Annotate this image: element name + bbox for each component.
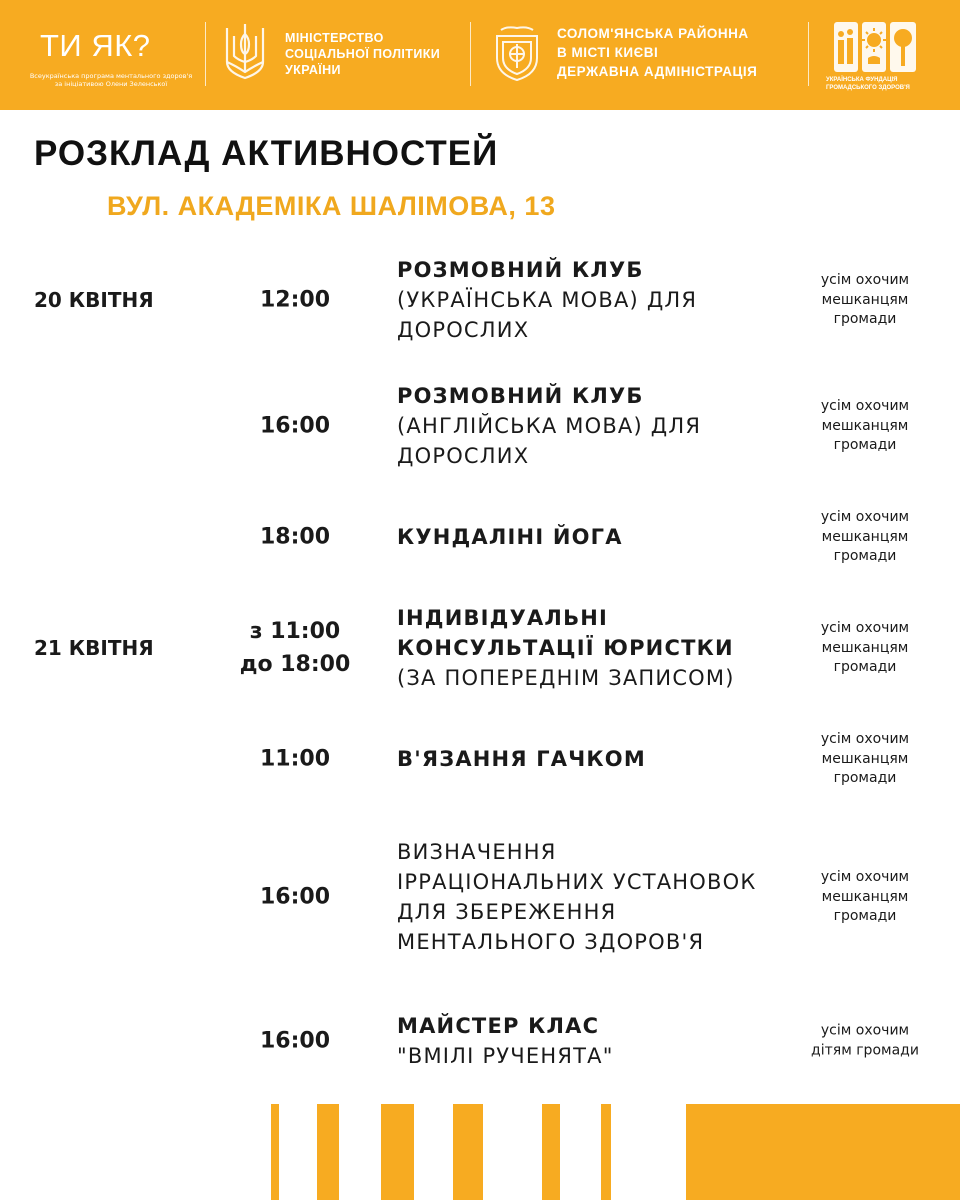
activity-title-line: ВИЗНАЧЕННЯ	[397, 840, 557, 864]
audience-line: мешканцям	[821, 417, 909, 434]
foundation-logo-icon	[832, 18, 918, 74]
time-line: 18:00	[259, 524, 331, 550]
tiyak-caption: Всеукраїнська програма ментального здоров'я за ініціативою Олени Зеленської	[29, 72, 193, 88]
decor-stripe	[686, 1104, 960, 1200]
ministry-line: СОЦІАЛЬНОЇ ПОЛІТИКИ	[285, 47, 441, 61]
audience-line: громади	[833, 310, 897, 327]
activity-title-line: ІНДИВІДУАЛЬНІ	[397, 606, 609, 630]
decor-stripe	[542, 1104, 560, 1200]
tiyak-logo	[22, 18, 192, 98]
audience-line: усім охочим	[820, 619, 910, 636]
decor-stripe	[453, 1104, 483, 1200]
audience-line: мешканцям	[821, 528, 909, 545]
audience-line: громади	[833, 547, 897, 564]
activity-title-line: "ВМІЛІ РУЧЕНЯТА"	[397, 1044, 614, 1068]
audience-line: мешканцям	[821, 888, 909, 905]
time-line: з 11:00	[249, 619, 341, 644]
administration-line: ДЕРЖАВНА АДМІНІСТРАЦІЯ	[557, 64, 758, 79]
activity-title-line: КУНДАЛІНІ ЙОГА	[397, 525, 623, 549]
time-line: 12:00	[259, 287, 331, 313]
activity-title-line: ДОРОСЛИХ	[397, 318, 530, 342]
administration-name	[557, 24, 797, 81]
audience-line: громади	[833, 658, 897, 675]
audience	[790, 508, 940, 567]
audience-line: мешканцям	[821, 750, 909, 767]
audience-line: мешканцям	[821, 291, 909, 308]
activity-title-line: МЕНТАЛЬНОГО ЗДОРОВ'Я	[397, 930, 705, 954]
audience-line: усім охочим	[820, 508, 910, 525]
activity-title-line: КОНСУЛЬТАЦІЇ ЮРИСТКИ	[397, 636, 734, 660]
activity-title	[397, 381, 797, 471]
header-divider	[205, 22, 206, 86]
activity-title	[397, 1011, 797, 1071]
schedule-time	[228, 284, 362, 317]
administration-line: СОЛОМ'ЯНСЬКА РАЙОННА	[557, 26, 749, 41]
ministry-line: МІНІСТЕРСТВО	[285, 31, 384, 45]
ministry-name	[285, 30, 465, 78]
activity-title-line: ІРРАЦІОНАЛЬНИХ УСТАНОВОК	[397, 870, 757, 894]
audience-line: дітям громади	[811, 1042, 919, 1058]
tiyak-logo-text: ТИ ЯК?	[40, 28, 151, 63]
header-divider	[470, 22, 471, 86]
activity-title-line: (УКРАЇНСЬКА МОВА) ДЛЯ	[397, 288, 698, 312]
decor-stripe	[381, 1104, 414, 1200]
audience-line: усім охочим	[820, 1022, 910, 1039]
schedule-time	[228, 1025, 362, 1058]
foundation-line: ГРОМАДСЬКОГО ЗДОРОВ'Я	[826, 85, 910, 91]
audience	[790, 730, 940, 789]
activity-title	[397, 603, 797, 693]
audience-line: усім охочим	[820, 271, 910, 288]
activity-title-line: МАЙСТЕР КЛАС	[397, 1014, 600, 1038]
schedule-time	[228, 615, 362, 681]
time-line: до 18:00	[239, 652, 351, 677]
audience-line: усім охочим	[820, 730, 910, 747]
schedule-date: 21 КВІТНЯ	[34, 636, 154, 660]
foundation-name	[826, 76, 926, 92]
schedule-time	[228, 521, 362, 554]
audience-line: громади	[833, 907, 897, 924]
audience-line: мешканцям	[821, 639, 909, 656]
schedule-time	[228, 410, 362, 443]
audience-line: громади	[833, 769, 897, 786]
time-line: 16:00	[259, 884, 331, 910]
audience	[790, 619, 940, 678]
schedule-time	[228, 743, 362, 776]
foundation-line: УКРАЇНСЬКА ФУНДАЦІЯ	[826, 77, 898, 83]
activity-title-line: РОЗМОВНИЙ КЛУБ	[397, 258, 644, 282]
ministry-line: УКРАЇНИ	[285, 63, 341, 77]
decor-stripe	[317, 1104, 339, 1200]
activity-title	[397, 255, 797, 345]
activity-title-line: РОЗМОВНИЙ КЛУБ	[397, 384, 644, 408]
schedule-time	[228, 881, 362, 914]
activity-title	[397, 522, 797, 552]
audience-line: громади	[833, 436, 897, 453]
activity-title-line: ДОРОСЛИХ	[397, 444, 530, 468]
activity-title-line: ДЛЯ ЗБЕРЕЖЕННЯ	[397, 900, 617, 924]
page-title: РОЗКЛАД АКТИВНОСТЕЙ	[34, 134, 499, 173]
decor-stripe	[271, 1104, 279, 1200]
trident-icon	[222, 22, 268, 84]
audience	[790, 397, 940, 456]
kyiv-seal-icon	[487, 24, 547, 84]
time-line: 16:00	[259, 413, 331, 439]
activity-title-line: (АНГЛІЙСЬКА МОВА) ДЛЯ	[397, 414, 702, 438]
audience-line: усім охочим	[820, 868, 910, 885]
schedule-date: 20 КВІТНЯ	[34, 288, 154, 312]
activity-title	[397, 744, 797, 774]
header-banner	[0, 0, 960, 110]
activity-title-line: (ЗА ПОПЕРЕДНІМ ЗАПИСОМ)	[397, 666, 735, 690]
audience	[790, 1022, 940, 1061]
decor-stripe	[601, 1104, 611, 1200]
activity-title	[397, 837, 797, 957]
audience-line: усім охочим	[820, 397, 910, 414]
activity-title-line: В'ЯЗАННЯ ГАЧКОМ	[397, 747, 646, 771]
header-divider	[808, 22, 809, 86]
audience	[790, 868, 940, 927]
address: ВУЛ. АКАДЕМІКА ШАЛІМОВА, 13	[107, 191, 556, 221]
audience	[790, 271, 940, 330]
time-line: 11:00	[259, 746, 331, 772]
administration-line: В МІСТІ КИЄВІ	[557, 45, 659, 60]
time-line: 16:00	[259, 1028, 331, 1054]
